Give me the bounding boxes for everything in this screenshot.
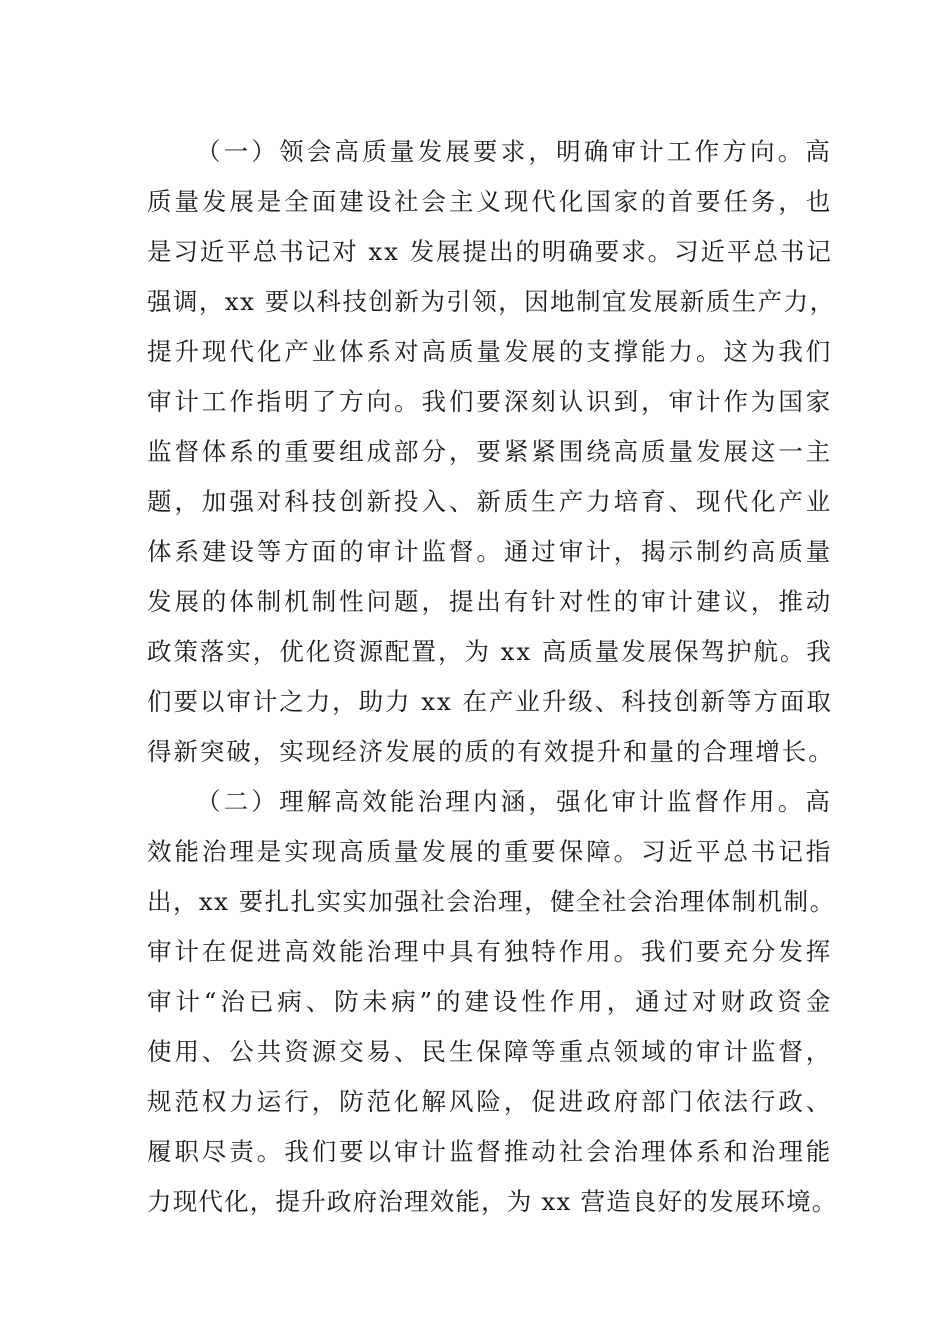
paragraph-line: 履职尽责。我们要以审计监督推动社会治理体系和治理能	[147, 1137, 834, 1166]
paragraph-line: 提升现代化产业体系对高质量发展的支撑能力。这为我们	[147, 337, 834, 366]
paragraph-line: 审计工作指明了方向。我们要深刻认识到，审计作为国家	[147, 387, 834, 416]
paragraph-line: 监督体系的重要组成部分，要紧紧围绕高质量发展这一主	[147, 437, 834, 466]
paragraph-line: 出，xx 要扎扎实实加强社会治理，健全社会治理体制机制。	[147, 887, 836, 916]
paragraph-line: 得新突破，实现经济发展的质的有效提升和量的合理增长。	[147, 737, 835, 766]
paragraph-line: 审计“治已病、防未病”的建设性作用，通过对财政资金	[147, 987, 835, 1016]
paragraph-line: 们要以审计之力，助力 xx 在产业升级、科技创新等方面取	[147, 687, 833, 716]
paragraph-line: 质量发展是全面建设社会主义现代化国家的首要任务，也	[147, 187, 834, 216]
paragraph-line: 体系建设等方面的审计监督。通过审计，揭示制约高质量	[147, 537, 834, 566]
paragraph-line: 政策落实，优化资源配置，为 xx 高质量发展保驾护航。我	[147, 637, 833, 666]
paragraph-line: 力现代化，提升政府治理效能，为 xx 营造良好的发展环境。	[147, 1187, 838, 1216]
paragraph-line: 发展的体制机制性问题，提出有针对性的审计建议，推动	[147, 587, 834, 616]
paragraph-line: 审计在促进高效能治理中具有独特作用。我们要充分发挥	[147, 937, 834, 966]
section-2-heading-line: （二）理解高效能治理内涵，强化审计监督作用。高	[196, 787, 834, 816]
paragraph-line: 是习近平总书记对 xx 发展提出的明确要求。习近平总书记	[147, 237, 833, 266]
paragraph-line: 强调，xx 要以科技创新为引领，因地制宜发展新质生产力，	[147, 287, 836, 316]
section-1-heading-line: （一）领会高质量发展要求，明确审计工作方向。高	[196, 137, 834, 166]
paragraph-line: 题，加强对科技创新投入、新质生产力培育、现代化产业	[147, 487, 834, 516]
paragraph-line: 规范权力运行，防范化解风险，促进政府部门依法行政、	[147, 1087, 834, 1116]
paragraph-line: 使用、公共资源交易、民生保障等重点领域的审计监督，	[147, 1037, 834, 1066]
paragraph-line: 效能治理是实现高质量发展的重要保障。习近平总书记指	[147, 837, 834, 866]
